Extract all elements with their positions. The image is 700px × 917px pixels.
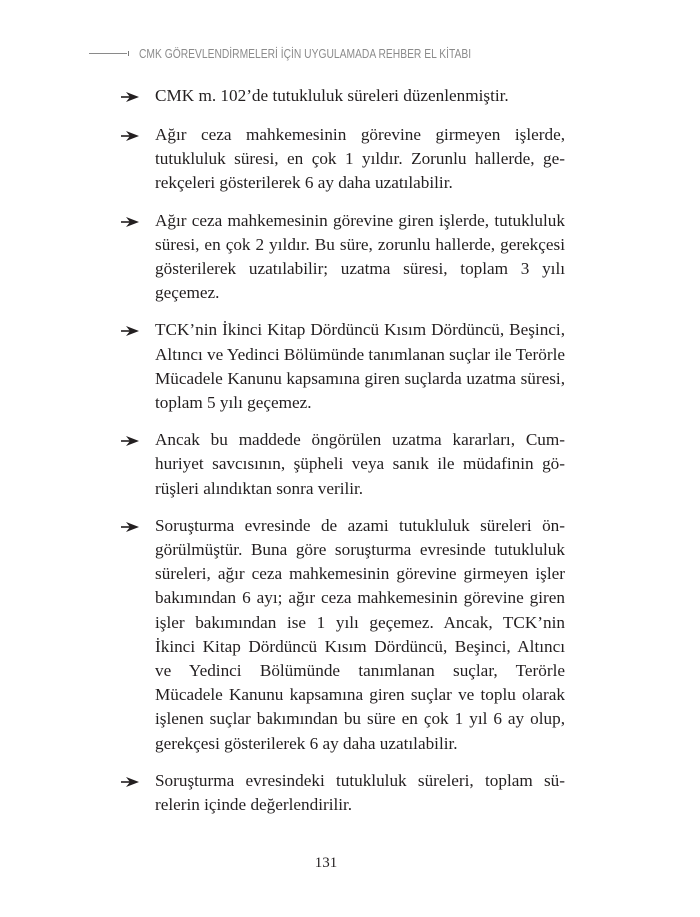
list-item — [121, 769, 566, 817]
arrow-right-icon — [121, 84, 155, 110]
arrow-right-icon — [121, 209, 155, 235]
list-item — [121, 123, 566, 196]
running-title: CMK GÖREVLENDİRMELERİ İÇİN UYGULAMADA REHBER EL KİTABI — [139, 45, 472, 61]
list-item — [121, 209, 566, 306]
arrow-right-icon — [121, 123, 155, 149]
header-square-marker — [128, 51, 130, 56]
running-header — [89, 42, 565, 64]
list-item-text: TCK’nin İkinci Kitap Dördüncü Kısım Dördüncü, Beşinci, Altıncı ve Yedinci Bölümünde tanımlanan suçlar ile Terörle Mücadele Kanunu kapsamına giren suçlarda uzatma süresi, toplam 5 yılı geçemez. — [155, 320, 565, 413]
header-rule — [89, 53, 127, 54]
list-item — [121, 514, 566, 756]
page-number: 131 — [314, 855, 338, 871]
list-item-text: Ağır ceza mahkemesinin görevine giren işlerde, tutukluluk süresi, en çok 2 yıldır. Bu süre, zorunlu hallerde, gerekçesi gösterilerek uzatılabilir; uzatma süresi, toplam 3 yılı geçemez. — [155, 210, 565, 303]
list-item-text: CMK m. 102’de tutukluluk süreleri düzenlenmiştir. — [155, 86, 509, 105]
arrow-right-icon — [121, 514, 155, 540]
arrow-right-icon — [121, 428, 155, 454]
list-item — [121, 318, 566, 415]
list-item-text: Ağır ceza mahkemesinin görevine girmeyen işlerde, tutukluluk süresi, en çok 1 yıldır. Zorunlu hallerde, gerekçeleri gösterilerek 6 ay daha uzatılabilir. — [155, 125, 565, 193]
list-item-text: Ancak bu maddede öngörülen uzatma kararları, Cumhuriyet savcısının, şüpheli veya sanık ile müdafinin görüşleri alındıktan sonra verilir. — [155, 430, 565, 498]
list-item — [121, 428, 566, 501]
bullet-list — [121, 84, 566, 830]
list-item-text: Soruşturma evresinde de azami tutukluluk süreleri öngörülmüştür. Buna göre soruşturma evresinde tutukluluk süreleri, ağır ceza mahkemesinin görevine girmeyen işler bakımından 6 ayı; ağır ceza mahkemesinin görevine giren işler bakımından ise 1 yılı geçemez. Ancak, TCK’nin İkinci Kitap Dördüncü Kısım Dördüncü, Beşinci, Altıncı ve Yedinci Bölümünde tanımlanan suçlar, Terörle Mücadele Kanunu kapsamına giren suçlar ve toplu olarak işlenen suçlar bakımından bu süre en çok 1 yıl 6 ay olup, gerekçesi gösterilerek 6 ay daha uzatılabilir. — [155, 515, 565, 753]
list-item-text: Soruşturma evresindeki tutukluluk süreleri, toplam sürelerin içinde değerlendirilir. — [155, 770, 565, 815]
list-item — [121, 84, 566, 110]
arrow-right-icon — [121, 318, 155, 344]
arrow-right-icon — [121, 769, 155, 795]
